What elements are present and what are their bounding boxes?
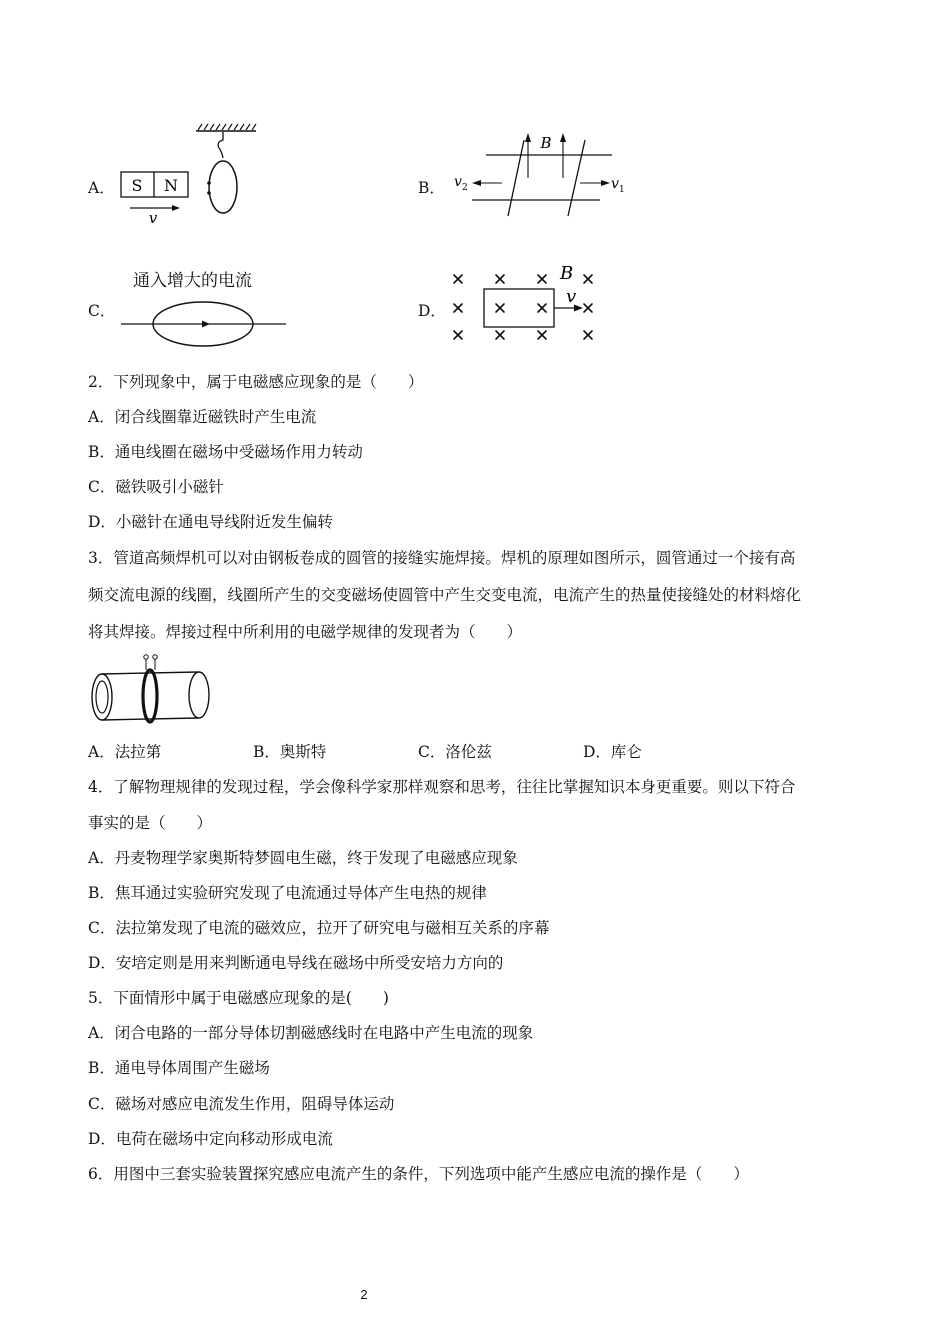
q3-option-a: A．法拉第 [88,743,162,761]
q4-option-d: D．安培定则是用来判断通电导线在磁场中所受安培力方向的 [88,954,504,972]
page-number: 2 [360,1287,368,1302]
figure-pipe-welding-coil [88,652,213,727]
q4-option-a: A．丹麦物理学家奥斯特梦圆电生磁，终于发现了电磁感应现象 [88,849,518,867]
q1-option-c-label: C． [88,302,116,320]
q4-stem-line-2: 事实的是（ ） [88,814,213,832]
q1-option-b-label: B． [418,179,445,197]
q3-option-b: B．奥斯特 [253,743,327,761]
figure-c-caption: 通入增大的电流 [133,271,252,291]
q2-option-a: A．闭合线圈靠近磁铁时产生电流 [88,408,317,426]
q5-stem: 5．下面情形中属于电磁感应现象的是( ) [88,989,389,1007]
magnet-north-pole-label: N [164,176,178,195]
magnetic-field-label: B [560,263,574,284]
q3-option-c: C．洛伦兹 [418,743,492,761]
velocity-label: v [148,209,158,227]
velocity-v2-label: v [454,174,462,190]
figure-b-rails-rods [450,128,630,223]
q3-stem-line-2: 频交流电源的线圈，线圈所产生的交变磁场使圆管中产生交变电流，电流产生的热量使接缝处的材料熔化 [88,586,802,604]
q3-stem-line-3: 将其焊接。焊接过程中所利用的电磁学规律的发现者为（ ） [88,623,523,641]
figure-c-wire-loop [118,298,290,350]
q3-option-d: D．库仑 [583,743,642,761]
q2-option-d: D．小磁针在通电导线附近发生偏转 [88,513,333,531]
q4-option-c: C．法拉第发现了电流的磁效应，拉开了研究电与磁相互关系的序幕 [88,919,550,937]
q5-option-d: D．电荷在磁场中定向移动形成电流 [88,1130,333,1148]
q5-option-c: C．磁场对感应电流发生作用，阻碍导体运动 [88,1095,395,1113]
q2-option-b: B．通电线圈在磁场中受磁场作用力转动 [88,443,363,461]
velocity-v2-subscript: 2 [462,183,468,193]
q2-stem: 2．下列现象中，属于电磁感应现象的是（ ） [88,373,424,391]
magnet-south-pole-label: S [131,176,143,195]
magnetic-field-label: B [540,134,552,152]
q5-option-a: A．闭合电路的一部分导体切割磁感线时在电路中产生电流的现象 [88,1024,534,1042]
q1-option-a-label: A． [88,179,115,197]
q1-option-d-label: D． [418,302,446,320]
figure-a-magnet-coil [110,122,270,227]
velocity-label: v [566,286,577,307]
q4-option-b: B．焦耳通过实验研究发现了电流通过导体产生电热的规律 [88,884,487,902]
figure-d-loop-in-field [447,262,607,348]
velocity-v1-label: v [611,176,619,192]
q6-stem: 6．用图中三套实验装置探究感应电流产生的条件，下列选项中能产生感应电流的操作是（ ） [88,1165,749,1183]
q2-option-c: C．磁铁吸引小磁针 [88,478,224,496]
q5-option-b: B．通电导体周围产生磁场 [88,1059,270,1077]
velocity-v1-subscript: 1 [619,185,625,195]
q3-stem-line-1: 3．管道高频焊机可以对由钢板卷成的圆管的接缝实施焊接。焊机的原理如图所示，圆管通过一个接有高 [88,549,796,567]
q4-stem-line-1: 4．了解物理规律的发现过程，学会像科学家那样观察和思考，往往比掌握知识本身更重要。则以下符合 [88,778,796,796]
